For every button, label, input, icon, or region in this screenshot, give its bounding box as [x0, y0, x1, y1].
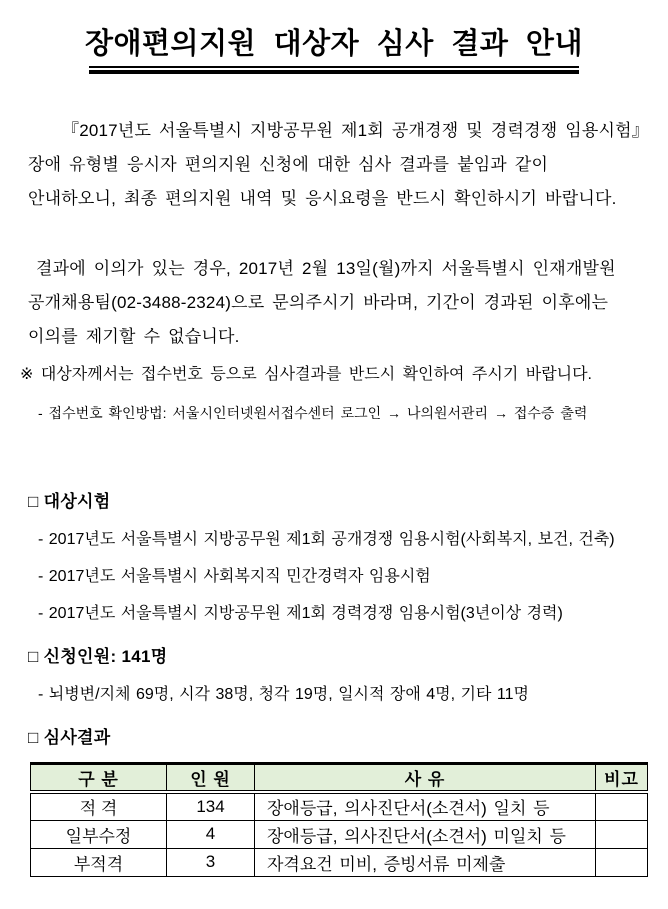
- section-target-exams: [0, 491, 668, 624]
- objection-line-1: 결과에 이의가 있는 경우, 2017년 2월 13일(월)까지 서울특별시 인재개발원: [36, 259, 616, 278]
- exam-item-1: - 2017년도 서울특별시 지방공무원 제1회 공개경쟁 임용시험(사회복지, 보건, 건축): [38, 531, 615, 548]
- section-review-results: [0, 727, 668, 877]
- section-heading-exams: □ 대상시험: [28, 492, 111, 511]
- notice-sub: - 접수번호 확인방법: 서울시인터넷원서접수센터 로그인 → 나의원서관리 → 접수증 출력: [38, 405, 588, 421]
- results-table-header-row: [31, 764, 648, 793]
- cell-category: 부적격: [31, 848, 167, 876]
- notice-section: [0, 364, 668, 423]
- objection-line-3: 이의를 제기할 수 없습니다.: [28, 327, 240, 346]
- cell-count: 3: [167, 848, 255, 876]
- cell-reason: 장애등급, 의사진단서(소견서) 미일치 등: [255, 820, 596, 848]
- col-header-count: 인 원: [167, 764, 255, 793]
- section-heading-applicants: □ 신청인원: 141명: [28, 647, 168, 666]
- notice-main: ※ 대상자께서는 접수번호 등으로 심사결과를 반드시 확인하여 주시기 바랍니다.: [20, 366, 593, 383]
- title-underline-thick: [89, 70, 579, 74]
- cell-reason: 자격요건 미비, 증빙서류 미제출: [255, 848, 596, 876]
- cell-category: 일부수정: [31, 820, 167, 848]
- col-header-note: 비고: [596, 764, 648, 793]
- exam-item-3: - 2017년도 서울특별시 지방공무원 제1회 경력경쟁 임용시험(3년이상 경력): [38, 605, 563, 622]
- cell-note: [596, 848, 648, 876]
- exam-item-2: - 2017년도 서울특별시 사회복지직 민간경력자 임용시험: [38, 568, 431, 585]
- cell-count: 134: [167, 792, 255, 820]
- intro-line-2: 장애 유형별 응시자 편의지원 신청에 대한 심사 결과를 붙임과 같이: [28, 155, 549, 174]
- objection-line-2: 공개채용팀(02-3488-2324)으로 문의주시기 바라며, 기간이 경과된 이후에는: [28, 293, 609, 312]
- cell-note: [596, 792, 648, 820]
- section-heading-results: □ 심사결과: [28, 728, 111, 747]
- page-title: 장애편의지원 대상자 심사 결과 안내: [85, 28, 583, 60]
- col-header-category: 구 분: [31, 764, 167, 793]
- intro-line-1: 『2017년도 서울특별시 지방공무원 제1회 공개경쟁 및 경력경쟁 임용시험』: [62, 121, 649, 140]
- cell-category: 적 격: [31, 792, 167, 820]
- intro-paragraph: [28, 114, 648, 216]
- table-row: [31, 792, 648, 820]
- table-row: [31, 820, 648, 848]
- cell-note: [596, 820, 648, 848]
- section-applicant-count: [0, 646, 668, 705]
- title-underline: [85, 66, 583, 74]
- intro-line-3: 안내하오니, 최종 편의지원 내역 및 응시요령을 반드시 확인하시기 바랍니다.: [28, 189, 617, 208]
- title-underline-thin: [89, 66, 579, 68]
- cell-count: 4: [167, 820, 255, 848]
- cell-reason: 장애등급, 의사진단서(소견서) 일치 등: [255, 792, 596, 820]
- document-header: [85, 26, 583, 74]
- results-table: [30, 762, 648, 877]
- applicant-breakdown: - 뇌병변/지체 69명, 시각 38명, 청각 19명, 일시적 장애 4명, 기타 11명: [38, 686, 529, 703]
- table-row: [31, 848, 648, 876]
- col-header-reason: 사 유: [255, 764, 596, 793]
- objection-paragraph: [28, 252, 648, 354]
